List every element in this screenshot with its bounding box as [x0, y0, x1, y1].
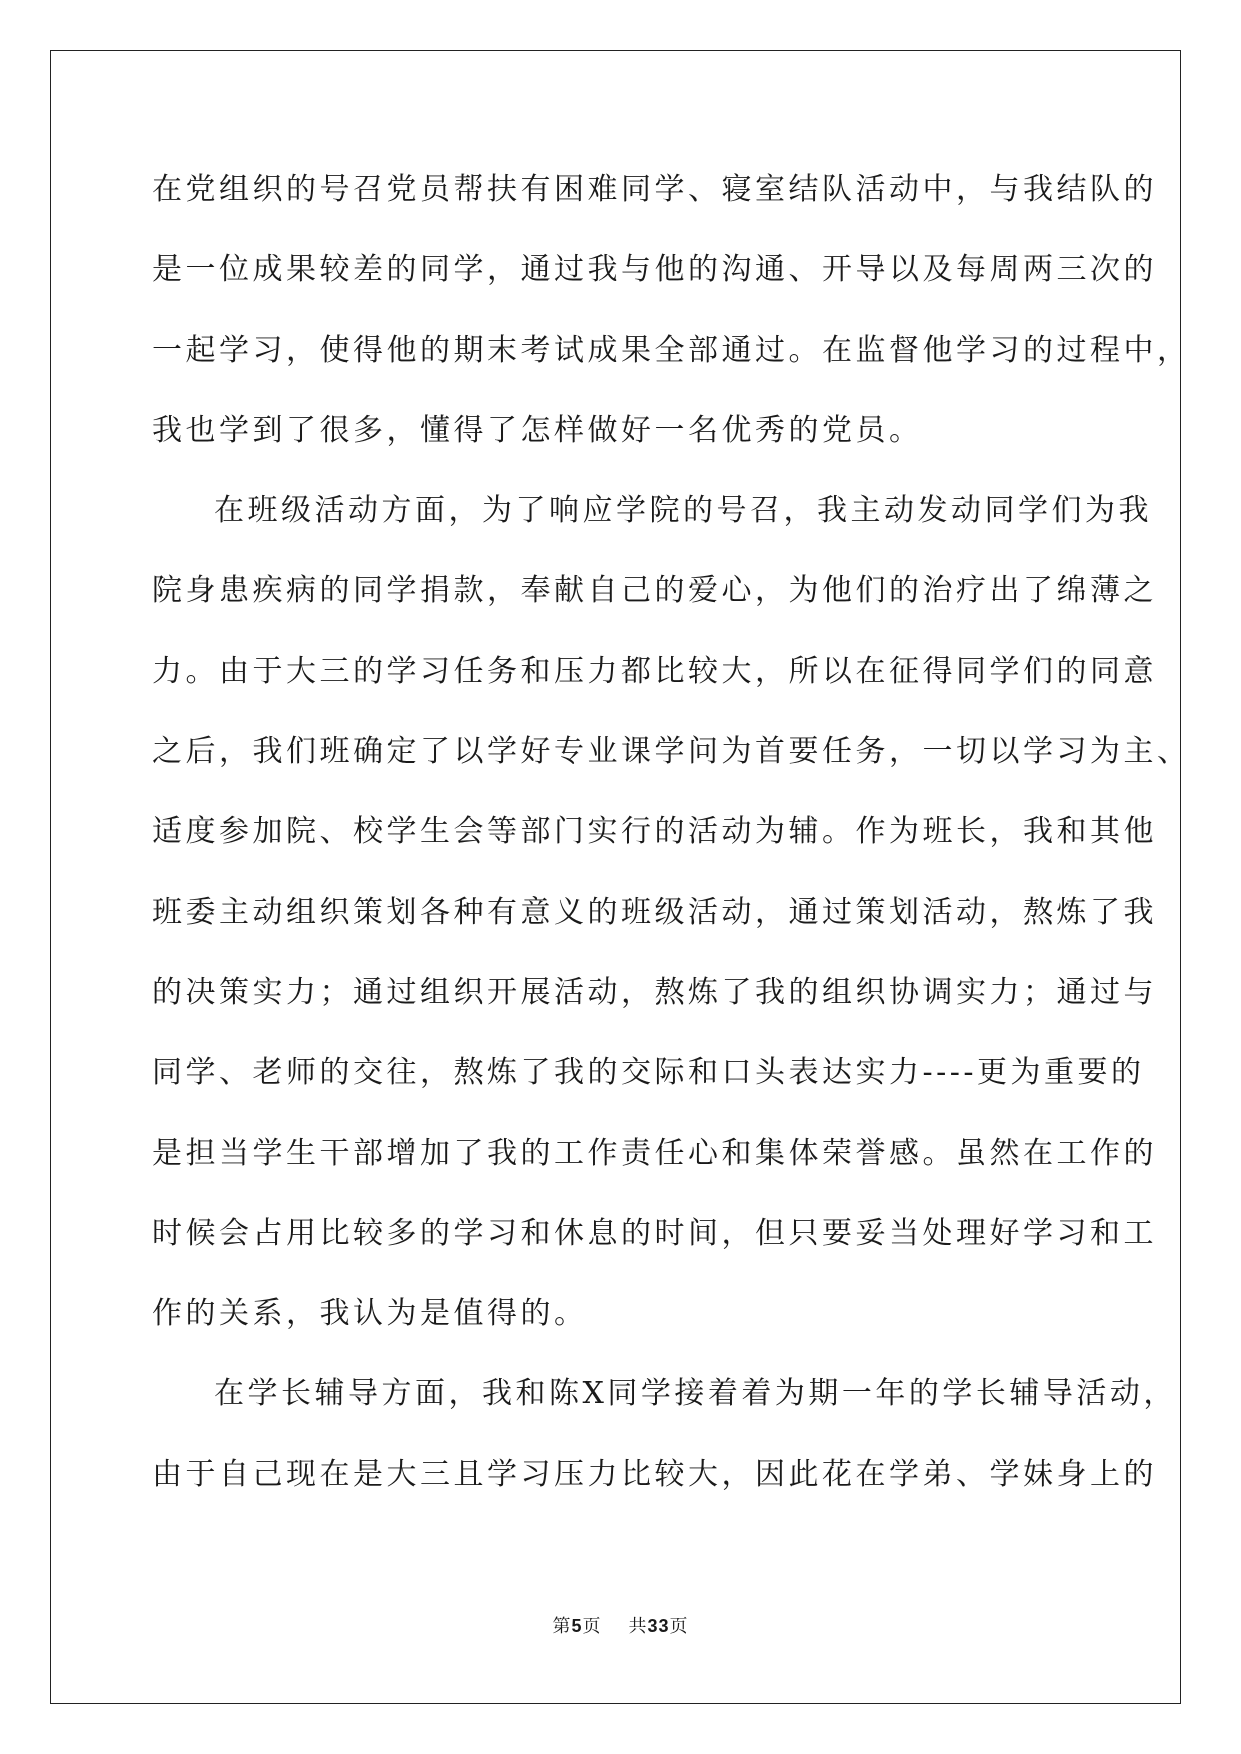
footer-page-suffix: 页: [582, 1616, 602, 1637]
footer-total-suffix: 页: [669, 1616, 689, 1637]
footer-page-number: 5: [571, 1616, 583, 1636]
text-line: 是一位成果较差的同学，通过我与他的沟通、开导以及每周两三次的: [152, 252, 1157, 288]
text-line: 班委主动组织策划各种有意义的班级活动，通过策划活动，熬炼了我: [152, 894, 1157, 930]
text-line: 适度参加院、校学生会等部门实行的活动为辅。作为班长，我和其他: [152, 814, 1157, 850]
text-line: 一起学习，使得他的期末考试成果全部通过。在监督他学习的过程中，: [152, 332, 1191, 368]
document-body: [152, 163, 1191, 1528]
footer-page-prefix: 第: [552, 1616, 572, 1637]
footer-total-prefix: 共: [628, 1616, 648, 1637]
paragraph: [152, 484, 1191, 1367]
text-line: 之后，我们班确定了以学好专业课学问为首要任务，一切以学习为主、: [152, 734, 1191, 770]
text-line: 在学长辅导方面，我和陈X同学接着着为期一年的学长辅导活动，: [214, 1376, 1177, 1412]
text-line: 时候会占用比较多的学习和休息的时间，但只要妥当处理好学习和工: [152, 1215, 1157, 1251]
text-line: 由于自己现在是大三且学习压力比较大，因此花在学弟、学妹身上的: [152, 1456, 1157, 1492]
text-line: 作的关系，我认为是值得的。: [152, 1296, 588, 1332]
text-line: 同学、老师的交往，熬炼了我的交际和口头表达实力----更为重要的: [152, 1055, 1145, 1091]
paragraph: [152, 1367, 1177, 1528]
text-line: 在党组织的号召党员帮扶有困难同学、寝室结队活动中，与我结队的: [152, 172, 1157, 207]
text-line: 我也学到了很多，懂得了怎样做好一名优秀的党员。: [152, 412, 923, 448]
text-line: 的决策实力；通过组织开展活动，熬炼了我的组织协调实力；通过与: [152, 974, 1157, 1010]
paragraph: [152, 163, 1191, 484]
page-footer: [0, 1612, 1241, 1638]
text-line: 在班级活动方面，为了响应学院的号召，我主动发动同学们为我: [214, 493, 1152, 529]
text-line: 是担当学生干部增加了我的工作责任心和集体荣誉感。虽然在工作的: [152, 1135, 1157, 1171]
text-line: 力。由于大三的学习任务和压力都比较大，所以在征得同学们的同意: [152, 653, 1157, 689]
footer-total-pages: 33: [647, 1616, 670, 1636]
text-line: 院身患疾病的同学捐款，奉献自己的爱心，为他们的治疗出了绵薄之: [152, 573, 1157, 609]
